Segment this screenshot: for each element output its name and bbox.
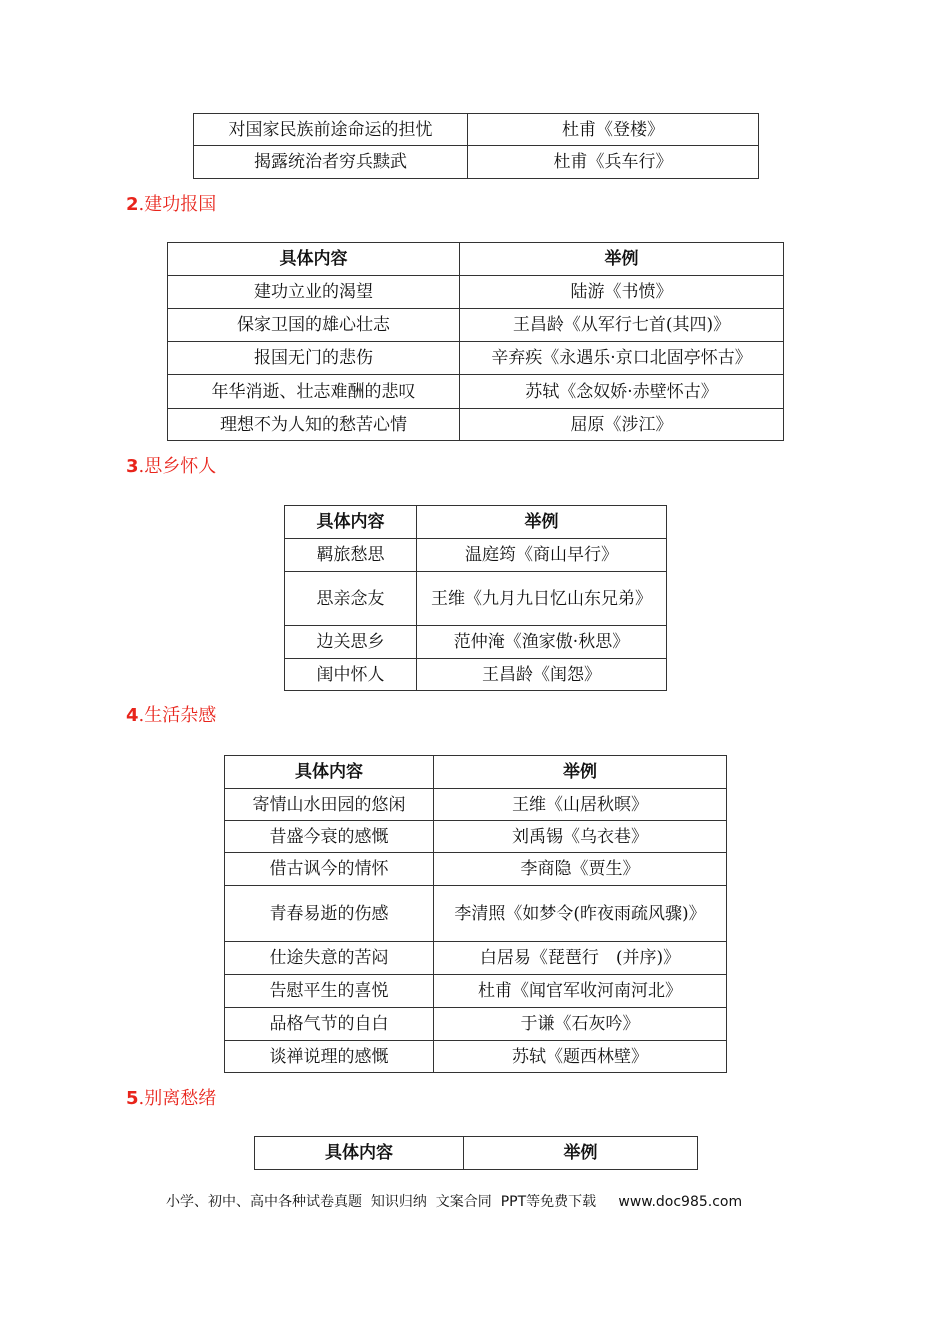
example-cell: 温庭筠《商山早行》 [417,539,667,572]
content-cell: 谈禅说理的感慨 [225,1041,434,1073]
content-cell: 告慰平生的喜悦 [225,975,434,1008]
header-content: 具体内容 [168,243,460,276]
section-heading-5: 5.别离愁绪 [126,1088,217,1109]
header-content: 具体内容 [285,506,417,539]
content-cell: 羁旅愁思 [285,539,417,572]
example-cell: 刘禹锡《乌衣巷》 [434,821,727,853]
continued-table [193,113,759,179]
table-row [285,626,667,659]
example-cell: 屈原《涉江》 [460,409,784,441]
content-cell: 保家卫国的雄心壮志 [168,309,460,342]
content-cell: 边关思乡 [285,626,417,659]
table-row [225,942,727,975]
example-cell: 杜甫《登楼》 [468,114,759,146]
example-cell: 白居易《琵琶行 (并序)》 [434,942,727,975]
table-row [225,789,727,821]
table-row [168,375,784,409]
section-table-5 [254,1136,698,1170]
table-row [194,114,759,146]
table-row [225,821,727,853]
content-cell: 建功立业的渴望 [168,276,460,309]
example-cell: 于谦《石灰吟》 [434,1008,727,1041]
section-table-4 [224,755,727,1073]
table-header-row [225,756,727,789]
table-row [168,409,784,441]
table-header-row [255,1137,698,1170]
content-cell: 年华消逝、壮志难酬的悲叹 [168,375,460,409]
section-heading-4: 4.生活杂感 [126,705,217,726]
content-cell: 报国无门的悲伤 [168,342,460,375]
content-cell: 青春易逝的伤感 [225,886,434,942]
content-cell: 仕途失意的苦闷 [225,942,434,975]
table-row [285,539,667,572]
content-cell: 思亲念友 [285,572,417,626]
table-row [168,342,784,375]
header-example: 举例 [417,506,667,539]
table-row [194,146,759,179]
table-row [225,1041,727,1073]
section-heading-3: 3.思乡怀人 [126,456,217,477]
example-cell: 范仲淹《渔家傲·秋思》 [417,626,667,659]
content-cell: 借古讽今的情怀 [225,853,434,886]
header-example: 举例 [464,1137,698,1170]
header-content: 具体内容 [255,1137,464,1170]
example-cell: 王昌龄《闺怨》 [417,659,667,691]
content-cell: 寄情山水田园的悠闲 [225,789,434,821]
example-cell: 苏轼《念奴娇·赤壁怀古》 [460,375,784,409]
content-cell: 昔盛今衰的感慨 [225,821,434,853]
header-example: 举例 [434,756,727,789]
content-cell: 对国家民族前途命运的担忧 [194,114,468,146]
content-cell: 闺中怀人 [285,659,417,691]
example-cell: 杜甫《兵车行》 [468,146,759,179]
example-cell: 陆游《书愤》 [460,276,784,309]
content-cell: 品格气节的自白 [225,1008,434,1041]
content-cell: 揭露统治者穷兵黩武 [194,146,468,179]
example-cell: 苏轼《题西林壁》 [434,1041,727,1073]
header-example: 举例 [460,243,784,276]
example-cell: 李商隐《贾生》 [434,853,727,886]
example-cell: 辛弃疾《永遇乐·京口北固亭怀古》 [460,342,784,375]
table-row [225,886,727,942]
example-cell: 王维《九月九日忆山东兄弟》 [417,572,667,626]
page-footer: 小学、初中、高中各种试卷真题 知识归纳 文案合同 PPT等免费下载 www.doc985.com [166,1194,743,1210]
example-cell: 王维《山居秋暝》 [434,789,727,821]
table-row [168,309,784,342]
example-cell: 杜甫《闻官军收河南河北》 [434,975,727,1008]
table-row [225,853,727,886]
header-content: 具体内容 [225,756,434,789]
table-row [225,975,727,1008]
content-cell: 理想不为人知的愁苦心情 [168,409,460,441]
section-heading-2: 2.建功报国 [126,194,217,215]
table-row [168,276,784,309]
table-row [225,1008,727,1041]
table-row [285,659,667,691]
example-cell: 王昌龄《从军行七首(其四)》 [460,309,784,342]
table-row [285,572,667,626]
example-cell: 李清照《如梦令(昨夜雨疏风骤)》 [434,886,727,942]
section-table-3 [284,505,667,691]
section-table-2 [167,242,784,441]
table-header-row [168,243,784,276]
table-header-row [285,506,667,539]
